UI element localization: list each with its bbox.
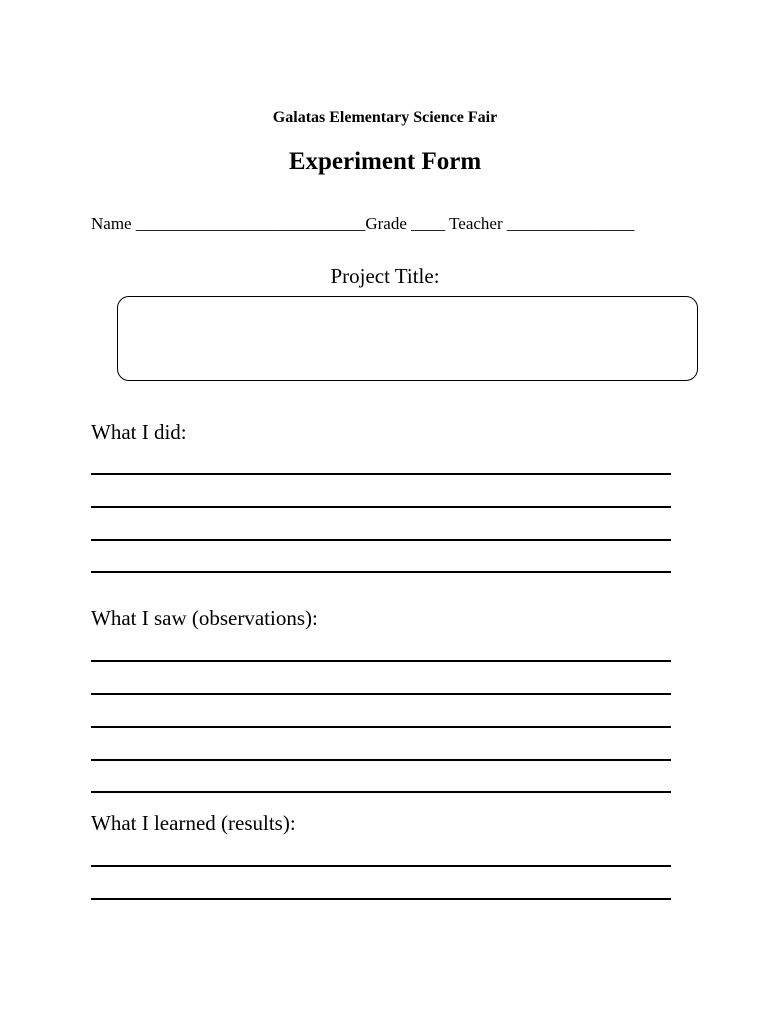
what-i-did-line[interactable]: [91, 539, 671, 541]
what-i-saw-line[interactable]: [91, 660, 671, 662]
what-i-saw-label: What I saw (observations):: [91, 606, 318, 630]
teacher-label: Teacher: [449, 214, 503, 233]
name-field[interactable]: ___________________________: [135, 214, 366, 233]
what-i-saw-line[interactable]: [91, 693, 671, 695]
grade-field[interactable]: ____: [411, 214, 446, 233]
what-i-learned-line[interactable]: [91, 865, 671, 867]
what-i-did-label: What I did:: [91, 420, 187, 444]
what-i-did-line[interactable]: [91, 473, 671, 475]
what-i-did-line[interactable]: [91, 506, 671, 508]
grade-label: Grade: [365, 214, 407, 233]
teacher-field[interactable]: _______________: [506, 214, 635, 233]
what-i-learned-line[interactable]: [91, 898, 671, 900]
project-title-box[interactable]: [117, 296, 698, 381]
what-i-saw-line[interactable]: [91, 726, 671, 728]
form-title: Experiment Form: [288, 148, 482, 175]
what-i-saw-line[interactable]: [91, 791, 671, 793]
what-i-did-line[interactable]: [91, 571, 671, 573]
student-info-row: [91, 214, 634, 234]
name-label: Name: [91, 214, 132, 233]
project-title-label: Project Title:: [330, 264, 440, 288]
school-name: Galatas Elementary Science Fair: [272, 109, 498, 126]
what-i-learned-label: What I learned (results):: [91, 811, 296, 835]
what-i-saw-line[interactable]: [91, 759, 671, 761]
